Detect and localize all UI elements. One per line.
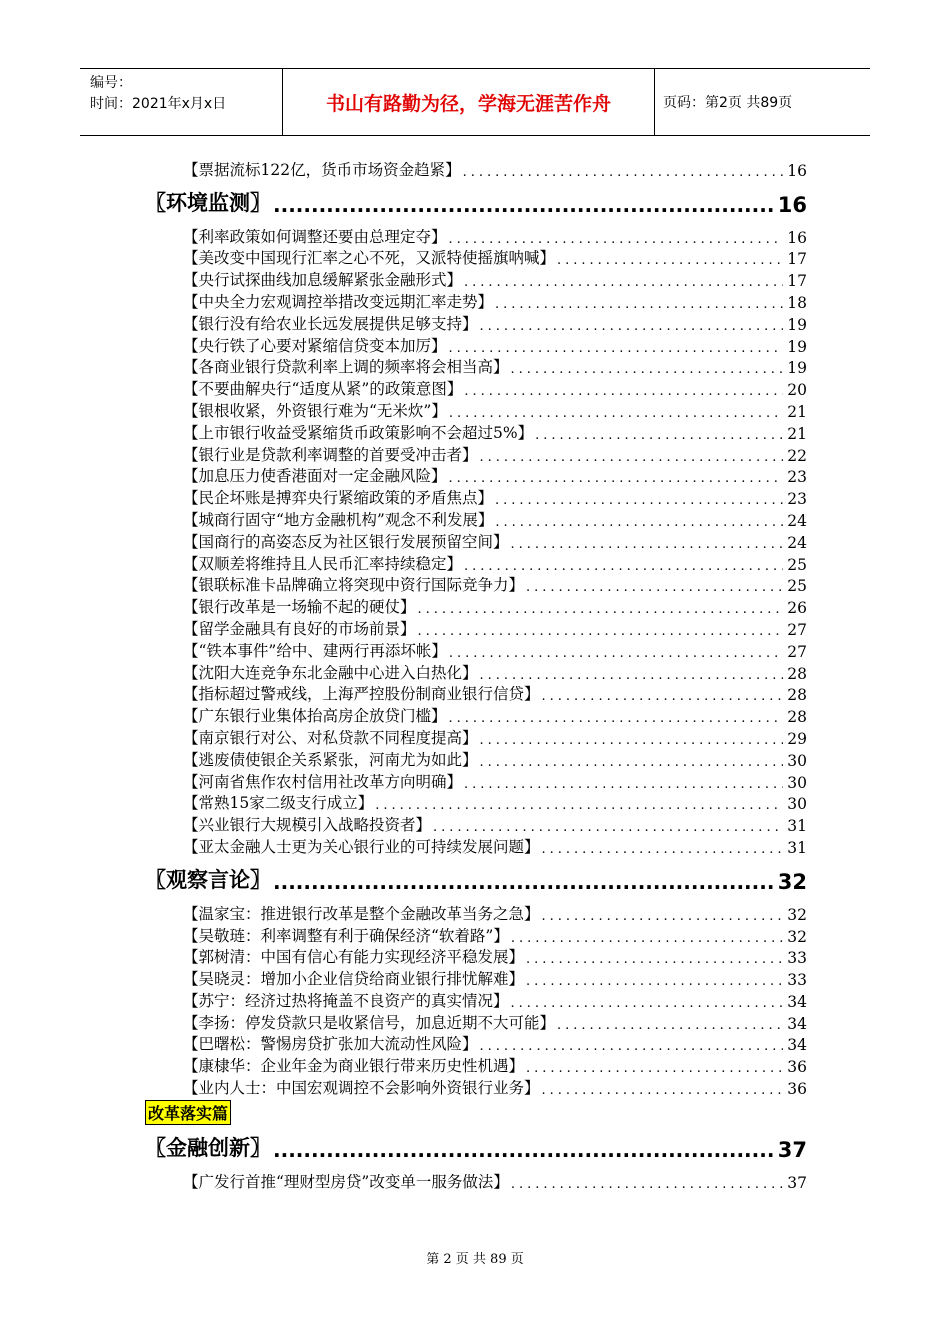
number-label: 编号： (90, 75, 132, 91)
toc-entry-page: 16 (787, 228, 807, 247)
toc-entry-page: 32 (787, 927, 807, 946)
section-page: 37 (777, 1138, 807, 1163)
toc-entry[interactable] (145, 158, 807, 180)
toc-entry-page: 24 (787, 511, 807, 530)
toc-entry[interactable] (145, 813, 807, 835)
dot-leader (449, 711, 784, 726)
toc-entry-title: 【吴晓灵：增加小企业信贷给商业银行排忧解难】 (183, 970, 525, 989)
toc-entry-title: 【广东银行业集体抬高房企放贷门槛】 (183, 707, 447, 726)
toc-entry[interactable] (145, 421, 807, 443)
dot-leader (495, 493, 783, 508)
toc-entry-page: 34 (787, 1036, 807, 1055)
toc-entry-page: 28 (787, 708, 807, 727)
table-of-contents (145, 158, 807, 1192)
dot-leader (526, 974, 783, 989)
toc-entry[interactable] (145, 726, 807, 748)
toc-entry-title: 【广发行首推“理财型房贷”改变单一服务做法】 (183, 1172, 509, 1191)
toc-entry[interactable] (145, 290, 807, 312)
toc-entry-page: 32 (787, 905, 807, 924)
dot-leader (464, 559, 783, 574)
toc-entry-title: 【民企坏账是搏弈央行紧缩政策的矛盾焦点】 (183, 489, 494, 508)
dot-leader (526, 580, 783, 595)
toc-entry-page: 36 (787, 1058, 807, 1077)
dot-leader (526, 952, 783, 967)
toc-entry-title: 【利率政策如何调整还要由总理定夺】 (183, 227, 447, 246)
toc-entry[interactable] (145, 967, 807, 989)
toc-entry-title: 【河南省焦作农村信用社改革方向明确】 (183, 772, 463, 791)
toc-entry[interactable] (145, 661, 807, 683)
toc-entry-page: 21 (787, 424, 807, 443)
toc-entry[interactable] (145, 530, 807, 552)
toc-entry-title: 【城商行固守“地方金融机构”观念不利发展】 (183, 510, 494, 529)
toc-entry-title: 【央行试探曲线加息缓解紧张金融形式】 (183, 271, 463, 290)
section-page: 16 (777, 192, 807, 217)
toc-entry-title: 【巴曙松：警惕房贷扩张加大流动性风险】 (183, 1035, 478, 1054)
dot-leader (375, 798, 783, 813)
toc-entry[interactable] (145, 552, 807, 574)
toc-entry-page: 34 (787, 992, 807, 1011)
toc-entry-page: 31 (787, 817, 807, 836)
toc-entry-title: 【国商行的高姿态反为社区银行发展预留空间】 (183, 532, 509, 551)
toc-entry[interactable] (145, 835, 807, 857)
toc-entry[interactable] (145, 770, 807, 792)
header-meta (80, 69, 283, 135)
toc-entry[interactable] (145, 924, 807, 946)
toc-entry-page: 36 (787, 1080, 807, 1099)
header-page-info: 页码：第2页 共89页 (663, 95, 793, 111)
dot-leader (480, 1039, 784, 1054)
dot-leader (511, 362, 784, 377)
toc-entry[interactable] (145, 1170, 807, 1192)
toc-entry[interactable] (145, 902, 807, 924)
toc-entry-page: 19 (787, 359, 807, 378)
toc-entry-page: 31 (787, 838, 807, 857)
toc-entry-title: 【银行没有给农业长远发展提供足够支持】 (183, 314, 478, 333)
dot-leader (273, 193, 776, 217)
toc-entry-title: 【逃废债使银企关系紧张，河南尤为如此】 (183, 750, 478, 769)
dot-leader (464, 275, 783, 290)
toc-entry-title: 【指标超过警戒线，上海严控股份制商业银行信贷】 (183, 685, 540, 704)
toc-entry-page: 27 (787, 620, 807, 639)
toc-entry-title: 【银联标准卡品牌确立将突现中资行国际竞争力】 (183, 576, 525, 595)
dot-leader (433, 820, 783, 835)
dot-leader (449, 471, 784, 486)
dot-leader (511, 537, 784, 552)
toc-entry-page: 30 (787, 795, 807, 814)
toc-entry-title: 【银根收紧，外资银行难为“无米炊”】 (183, 401, 447, 420)
toc-entry[interactable] (145, 574, 807, 596)
toc-entry-title: 【常熟15家二级支行成立】 (183, 794, 374, 813)
dot-leader (464, 777, 783, 792)
toc-entry-page: 26 (787, 599, 807, 618)
toc-entry-title: 【美改变中国现行汇率之心不死，又派特使摇旗呐喊】 (183, 249, 556, 268)
dot-leader (418, 602, 784, 617)
toc-entry[interactable] (145, 334, 807, 356)
dot-leader (449, 646, 783, 661)
toc-entry-title: 【各商业银行贷款利率上调的频率将会相当高】 (183, 358, 509, 377)
toc-entry-title: 【留学金融具有良好的市场前景】 (183, 619, 416, 638)
toc-entry-page: 24 (787, 533, 807, 552)
toc-entry-title: 【李扬：停发贷款只是收紧信号，加息近期不大可能】 (183, 1013, 556, 1032)
toc-entry-title: 【康棣华：企业年金为商业银行带来历史性机遇】 (183, 1057, 525, 1076)
dot-leader (511, 1177, 783, 1192)
toc-entry-page: 27 (787, 642, 807, 661)
toc-section-heading[interactable] (145, 865, 807, 894)
toc-entry[interactable] (145, 443, 807, 465)
toc-entry-page: 19 (787, 337, 807, 356)
toc-entry-page: 34 (787, 1014, 807, 1033)
toc-entry[interactable] (145, 486, 807, 508)
toc-entry[interactable] (145, 377, 807, 399)
section-page: 32 (777, 869, 807, 894)
toc-entry[interactable] (145, 247, 807, 269)
toc-entry-page: 20 (787, 381, 807, 400)
toc-entry-title: 【“铁本事件”给中、建两行再添坏帐】 (183, 641, 447, 660)
dot-leader (418, 624, 784, 639)
toc-entry-page: 17 (787, 272, 807, 291)
toc-section-heading[interactable] (145, 188, 807, 217)
dot-leader (480, 668, 784, 683)
toc-entry-title: 【银行业是贷款利率调整的首要受冲击者】 (183, 445, 478, 464)
toc-entry-page: 29 (787, 729, 807, 748)
toc-entry-title: 【温家宝：推进银行改革是整个金融改革当务之急】 (183, 904, 540, 923)
toc-entry[interactable] (145, 946, 807, 968)
toc-entry[interactable] (145, 595, 807, 617)
page-footer: 第 2 页 共 89 页 (426, 1252, 524, 1267)
toc-entry-title: 【不要曲解央行“适度从紧”的政策意图】 (183, 380, 463, 399)
toc-entry-title: 【票据流标122亿，货币市场资金趋紧】 (183, 160, 461, 179)
toc-entry-title: 【苏宁：经济过热将掩盖不良资产的真实情况】 (183, 991, 509, 1010)
toc-entry-page: 30 (787, 773, 807, 792)
toc-entry[interactable] (145, 225, 807, 247)
toc-entry[interactable] (145, 268, 807, 290)
toc-entry-title: 【吴敬琏：利率调整有利于确保经济“软着路”】 (183, 926, 509, 945)
dot-leader (463, 165, 784, 180)
toc-entry-title: 【双顺差将维持且人民币汇率持续稳定】 (183, 554, 463, 573)
dot-leader (557, 1018, 783, 1033)
toc-entry[interactable] (145, 704, 807, 726)
toc-entry-title: 【中央全力宏观调控举措改变远期汇率走势】 (183, 292, 494, 311)
dot-leader (480, 450, 784, 465)
dot-leader (557, 253, 783, 268)
toc-entry-page: 23 (787, 468, 807, 487)
toc-entry-title: 【银行改革是一场输不起的硬仗】 (183, 598, 416, 617)
dot-leader (542, 1083, 784, 1098)
dot-leader (273, 870, 776, 894)
toc-entry-page: 30 (787, 751, 807, 770)
dot-leader (495, 515, 783, 530)
toc-entry[interactable] (145, 465, 807, 487)
dot-leader (511, 931, 783, 946)
toc-entry[interactable] (145, 1033, 807, 1055)
toc-section-heading[interactable] (145, 1133, 807, 1162)
section-title: 〖环境监测〗 (145, 190, 271, 215)
toc-entry-page: 25 (787, 577, 807, 596)
section-title: 〖观察言论〗 (145, 867, 271, 892)
dot-leader (480, 755, 784, 770)
header-motto: 书山有路勤为径，学海无涯苦作舟 (283, 69, 655, 135)
toc-entry-page: 37 (787, 1173, 807, 1192)
toc-entry-page: 21 (787, 402, 807, 421)
toc-entry-title: 【兴业银行大规模引入战略投资者】 (183, 816, 432, 835)
dot-leader (495, 297, 783, 312)
toc-entry[interactable] (145, 312, 807, 334)
toc-entry[interactable] (145, 1054, 807, 1076)
dot-leader (449, 232, 784, 247)
toc-entry-page: 33 (787, 971, 807, 990)
toc-entry-title: 【业内人士：中国宏观调控不会影响外资银行业务】 (183, 1079, 540, 1098)
toc-entry[interactable] (145, 356, 807, 378)
dot-leader (449, 341, 784, 356)
toc-entry[interactable] (145, 748, 807, 770)
toc-entry[interactable] (145, 399, 807, 421)
dot-leader (480, 319, 784, 334)
section-title: 〖金融创新〗 (145, 1136, 271, 1161)
toc-entry-page: 19 (787, 315, 807, 334)
dot-leader (464, 384, 783, 399)
toc-entry-title: 【南京银行对公、对私贷款不同程度提高】 (183, 728, 478, 747)
toc-entry-page: 17 (787, 250, 807, 269)
toc-entry-title: 【央行铁了心要对紧缩信贷变本加厉】 (183, 336, 447, 355)
dot-leader (449, 406, 783, 421)
toc-entry-page: 16 (787, 161, 807, 180)
toc-entry-page: 33 (787, 949, 807, 968)
dot-leader (273, 1138, 776, 1162)
part-label: 改革落实篇 (145, 1100, 231, 1125)
dot-leader (535, 428, 783, 443)
time-label: 时间：2021年x月x日 (90, 96, 227, 112)
toc-entry[interactable] (145, 792, 807, 814)
toc-entry[interactable] (145, 989, 807, 1011)
toc-entry[interactable] (145, 683, 807, 705)
toc-entry-page: 28 (787, 664, 807, 683)
toc-entry-title: 【上市银行收益受紧缩货币政策影响不会超过5%】 (183, 423, 534, 442)
toc-entry-page: 28 (787, 686, 807, 705)
page-header (80, 68, 870, 136)
toc-entry-title: 【沈阳大连竞争东北金融中心进入白热化】 (183, 663, 478, 682)
toc-entry-title: 【郭树清：中国有信心有能力实现经济平稳发展】 (183, 948, 525, 967)
toc-entry[interactable] (145, 617, 807, 639)
toc-entry-page: 25 (787, 555, 807, 574)
toc-entry-title: 【加息压力使香港面对一定金融风险】 (183, 467, 447, 486)
dot-leader (480, 733, 784, 748)
toc-entry-page: 18 (787, 293, 807, 312)
dot-leader (526, 1061, 783, 1076)
toc-entry[interactable] (145, 1011, 807, 1033)
toc-entry[interactable] (145, 1076, 807, 1098)
dot-leader (542, 842, 784, 857)
toc-entry-page: 23 (787, 490, 807, 509)
toc-entry-title: 【亚太金融人士更为关心银行业的可持续发展问题】 (183, 837, 540, 856)
dot-leader (542, 909, 784, 924)
toc-entry[interactable] (145, 508, 807, 530)
dot-leader (511, 996, 784, 1011)
dot-leader (542, 689, 784, 704)
toc-entry-page: 22 (787, 446, 807, 465)
toc-entry[interactable] (145, 639, 807, 661)
